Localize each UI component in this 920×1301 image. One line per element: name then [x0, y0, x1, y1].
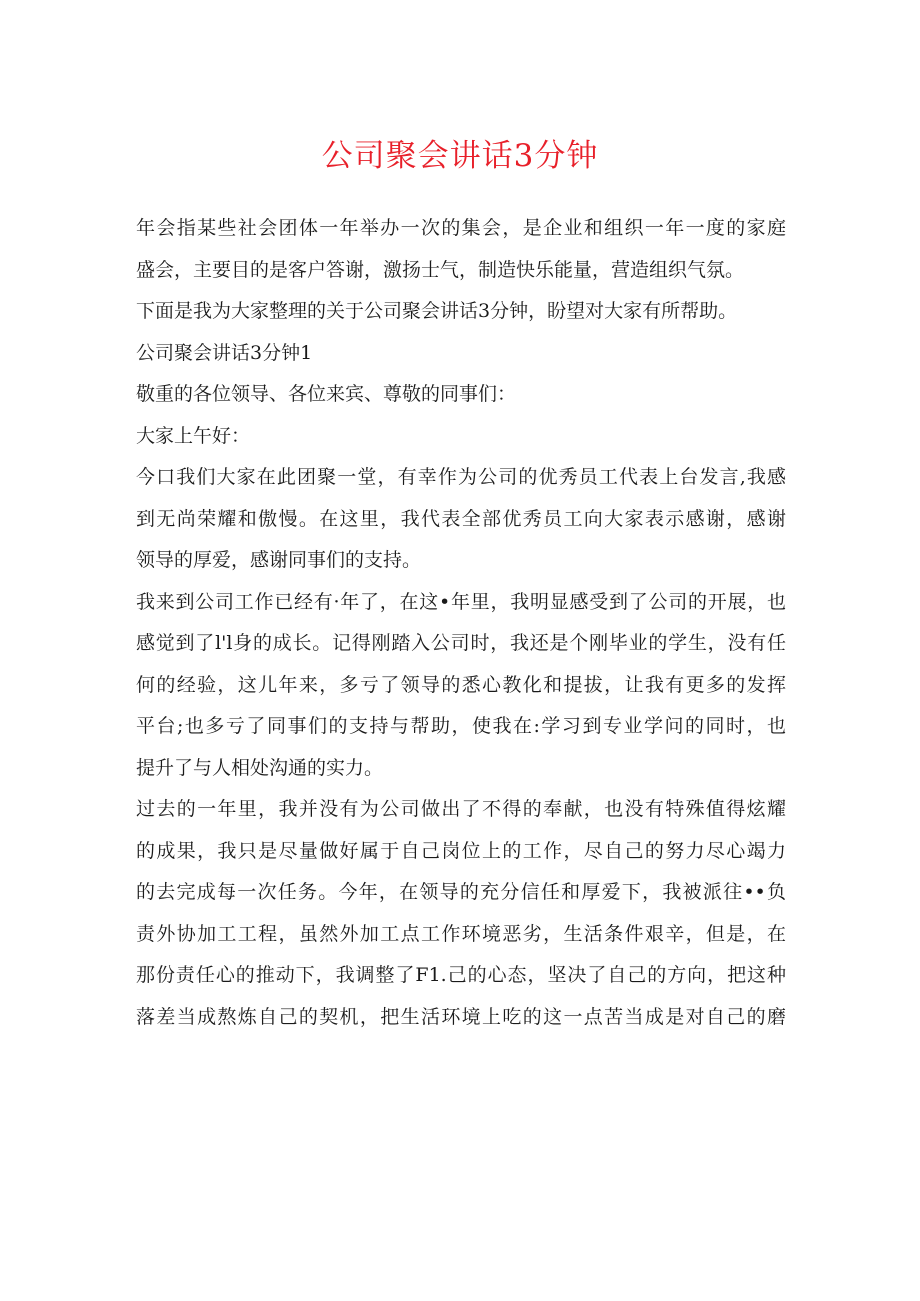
body-line: 盛会，主要目的是客户答谢，激扬士气，制造快乐能量，营造组织气氛。 — [136, 258, 745, 281]
body-line: 那份责任心的推动下，我调整了F1.己的心态，坚决了自己的方向，把这种 — [136, 964, 786, 986]
body-line: 的成果，我只是尽量做好属于自己岗位上的工作，尽自己的努力尽心竭力 — [136, 839, 786, 862]
body-line: 今口我们大家在此团聚一堂，有幸作为公司的优秀员工代表上台发言,我感 — [136, 466, 786, 488]
body-line: 下面是我为大家整理的关于公司聚会讲话3分钟，盼望对大家有所帮助。 — [136, 300, 738, 322]
document-title: 公司聚会讲话3分钟 — [321, 138, 599, 174]
body-line: 领导的厚爱，感谢同事们的支持。 — [136, 549, 422, 571]
document-body — [136, 208, 786, 1038]
body-line: 落差当成熬炼自己的契机，把生活环境上吃的这一点苦当成是对自己的磨 — [136, 1005, 786, 1028]
body-line: 提升了与人相处沟通的实力。 — [136, 756, 384, 779]
body-line: 感觉到了l'l身的成长。记得刚踏入公司时，我还是个刚毕业的学生，没有任 — [136, 632, 786, 654]
body-line: 的去完成每一次任务。今年，在领导的充分信任和厚爱下，我被派往••负 — [136, 881, 786, 903]
body-line: 责外协加工工程，虽然外加工点工作环境恶劣，生活条件艰辛，但是，在 — [136, 922, 786, 945]
body-line: 我来到公司工作已经有·年了，在这•年里，我明显感受到了公司的开展，也 — [136, 590, 786, 613]
body-line: 何的经验，这儿年来，多亏了领导的悉心教化和提拔，让我有更多的发挥 — [136, 673, 786, 696]
body-line: 过去的一年里，我并没有为公司做出了不得的奉献，也没有特殊值得炫耀 — [136, 798, 786, 820]
body-line: 平台;也多亏了同事们的支持与帮助，使我在:学习到专业学问的同时，也 — [136, 715, 786, 737]
body-line: 公司聚会讲话3分钟1 — [136, 341, 313, 364]
body-line: 年会指某些社会团体一年举办一次的集会，是企业和组织一年一度的家庭 — [136, 217, 786, 239]
body-line: 敬重的各位领导、各位来宾、尊敬的同事们： — [136, 383, 517, 405]
body-line: 大家上午好： — [136, 424, 251, 447]
body-line: 到无尚荣耀和傲慢。在这里，我代表全部优秀员工向大家表示感谢，感谢 — [136, 507, 786, 530]
